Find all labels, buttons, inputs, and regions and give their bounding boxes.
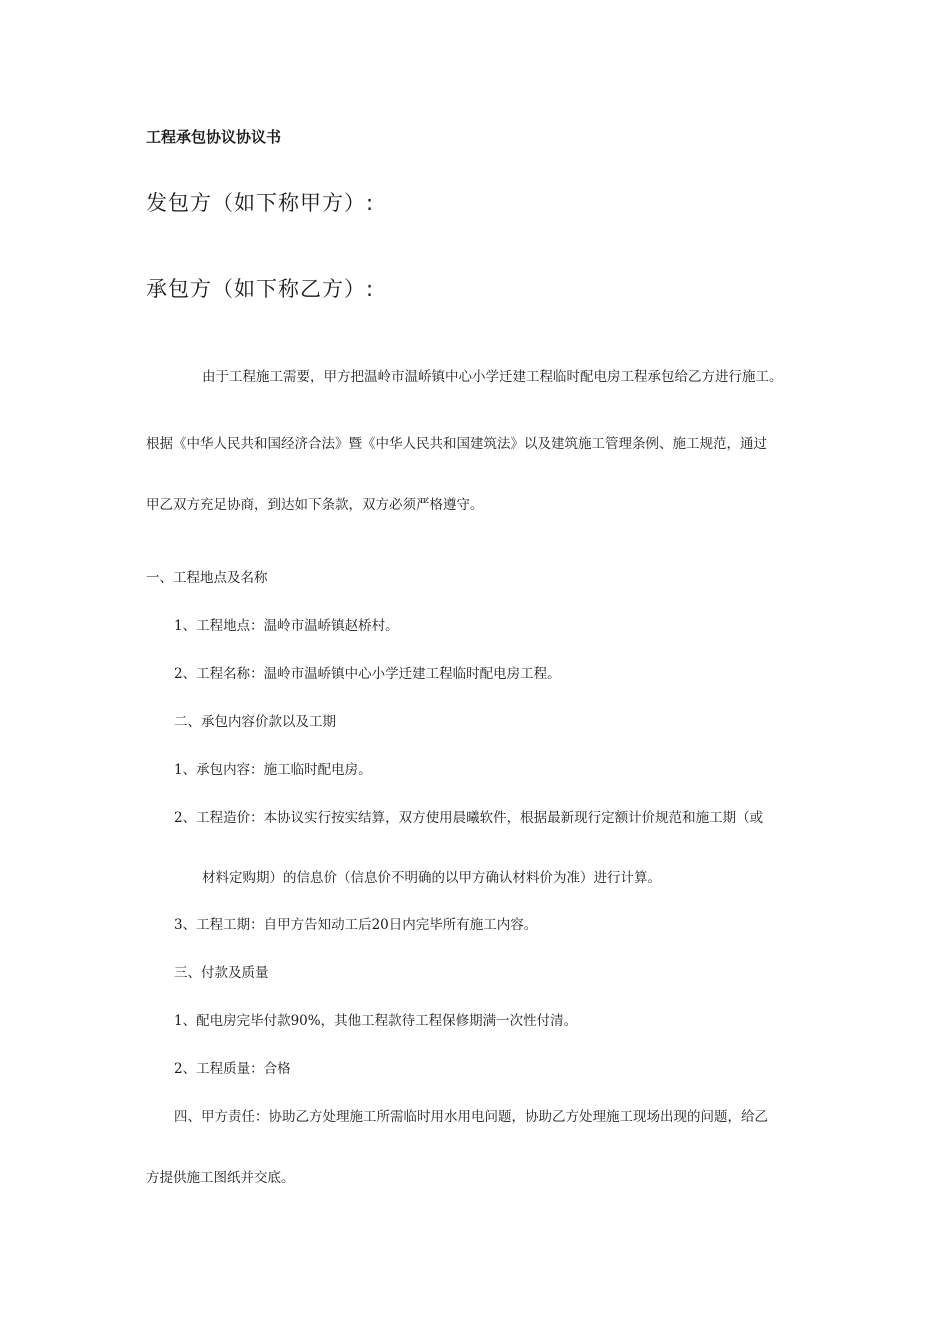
section-2-item-2-line-1: 2、工程造价：本协议实行按实结算，双方使用晨曦软件，根据最新现行定额计价规范和施工期（或: [174, 810, 764, 826]
section-4-line-1: 四、甲方责任：协助乙方处理施工所需临时用水用电问题，协助乙方处理施工现场出现的问题，给乙: [174, 1109, 768, 1125]
intro-paragraph-line-3: 甲乙双方充足协商，到达如下条款，双方必须严格遵守。: [146, 497, 484, 513]
section-2-heading: 二、承包内容价款以及工期: [174, 714, 336, 730]
section-1-item-1: 1、工程地点：温岭市温峤镇赵桥村。: [174, 618, 399, 634]
section-3-item-2: 2、工程质量：合格: [174, 1061, 291, 1077]
section-2-item-3: 3、工程工期：自甲方告知动工后20日内完毕所有施工内容。: [174, 917, 538, 933]
section-3-item-1: 1、配电房完毕付款90%，其他工程款待工程保修期满一次性付清。: [174, 1013, 578, 1029]
section-4-line-2: 方提供施工图纸并交底。: [146, 1170, 295, 1186]
intro-paragraph-line-1: 由于工程施工需要，甲方把温岭市温峤镇中心小学迁建工程临时配电房工程承包给乙方进行施工。: [202, 369, 783, 385]
section-1-heading: 一、工程地点及名称: [146, 570, 268, 586]
section-2-item-1: 1、承包内容：施工临时配电房。: [174, 762, 372, 778]
section-2-item-2-line-2: 材料定购期）的信息价（信息价不明确的以甲方确认材料价为准）进行计算。: [202, 870, 661, 886]
section-3-heading: 三、付款及质量: [174, 965, 269, 981]
intro-paragraph-line-2: 根据《中华人民共和国经济合法》暨《中华人民共和国建筑法》以及建筑施工管理条例、施工规范，通过: [146, 436, 767, 452]
party-a-label: 发包方（如下称甲方）:: [146, 191, 375, 215]
section-1-item-2: 2、工程名称：温岭市温峤镇中心小学迁建工程临时配电房工程。: [174, 666, 561, 682]
party-b-label: 承包方（如下称乙方）:: [146, 277, 375, 301]
document-title: 工程承包协议协议书: [146, 128, 282, 146]
